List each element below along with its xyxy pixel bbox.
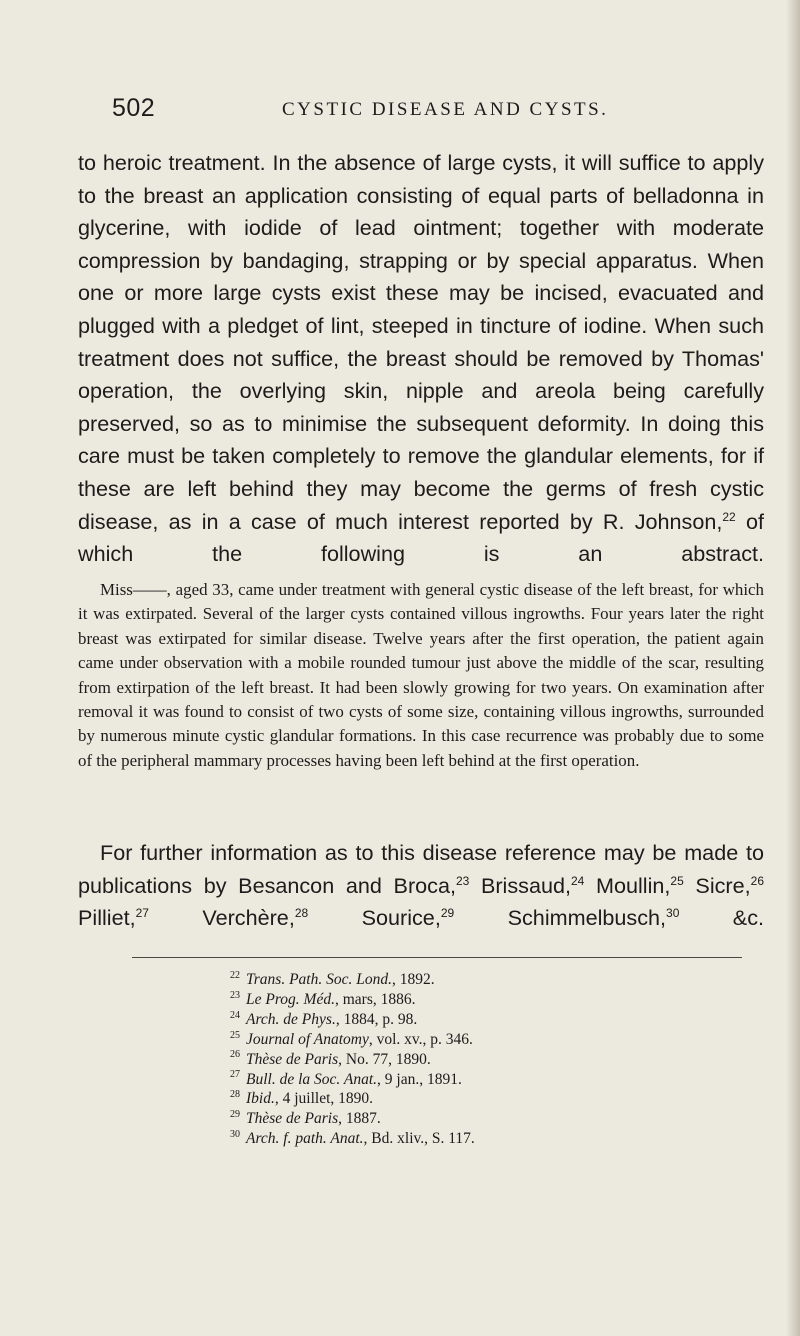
footnote-source: Le Prog. Méd. [246, 990, 335, 1008]
author-name: Sicre, [683, 872, 751, 898]
footnote-source: Arch. de Phys. [246, 1010, 336, 1028]
footnote-ref: 25 [670, 873, 684, 888]
footnote-detail: , 1887. [338, 1110, 381, 1128]
paragraph-text: For further information as to this disease reference may be made to publications by Besancon and Broca, [78, 840, 764, 898]
footnote-detail: , 9 jan., 1891. [377, 1070, 462, 1088]
author-name: Brissaud, [469, 872, 571, 898]
footnote-source: Thèse de Paris [246, 1110, 339, 1128]
page-number: 502 [112, 94, 156, 122]
footnote-source: Ibid. [246, 1090, 275, 1108]
footnote-source: Trans. Path. Soc. Lond. [246, 971, 392, 988]
footnote-source: Arch. f. path. Anat. [246, 1130, 364, 1148]
author-name: Schimmelbusch, [454, 905, 667, 931]
footnote-number: 23 [230, 989, 240, 1001]
footnote-ref: 22 [722, 509, 736, 524]
footnote-source: Journal of Anatomy [246, 1030, 369, 1048]
footnote-item [230, 1109, 750, 1129]
footnote-item [230, 1030, 750, 1050]
footnote-detail: , mars, 1886. [334, 990, 416, 1008]
footnotes [230, 970, 750, 1149]
footnote-ref: 24 [570, 873, 585, 888]
footnote-number: 27 [230, 1069, 240, 1081]
footnote-detail: , 4 juillet, 1890. [274, 1090, 374, 1108]
footnote-detail: , 1892. [391, 971, 435, 988]
footnote-ref: 30 [666, 906, 680, 920]
footnote-number: 29 [230, 1109, 240, 1121]
footnote-detail: , vol. xv., p. 346. [368, 1030, 473, 1048]
footnote-item [230, 990, 750, 1010]
footnote-source: Thèse de Paris [246, 1050, 339, 1068]
author-name: Sourice, [308, 905, 441, 931]
body-paragraph-2 [78, 837, 764, 967]
running-head: CYSTIC DISEASE AND CYSTS. [282, 99, 609, 120]
footnote-item [230, 1070, 750, 1090]
footnote-item [230, 1010, 750, 1030]
footnote-ref: 23 [455, 873, 470, 888]
paragraph-text-tail: of which the following is an abstract. [78, 508, 764, 567]
footnote-number: 24 [230, 1009, 240, 1021]
footnote-ref: 29 [440, 906, 455, 920]
footnote-ref: 28 [294, 906, 309, 920]
author-name: Pilliet, [78, 905, 136, 931]
footnote-item [230, 1089, 750, 1109]
footnote-number: 30 [230, 1129, 240, 1141]
paragraph-text-tail: &c. [679, 905, 764, 931]
footnote-item [230, 970, 750, 990]
footnote-divider [132, 957, 742, 958]
body-paragraph-1 [78, 147, 764, 603]
footnote-detail: , No. 77, 1890. [338, 1050, 431, 1068]
footnote-number: 25 [230, 1029, 240, 1041]
footnote-ref: 27 [135, 906, 149, 920]
paragraph-text: to heroic treatment. In the absence of large cysts, it will suffice to apply to the breast an application consisting of equal parts of belladonna in glycerine, with iodide of lead ointment; together with moderate compression by bandaging, strapping or by special apparatus. When one or more large cysts exist these may be incised, evacuated and plugged with a pledget of lint, steeped in tincture of iodine. When such treatment does not suffice, the breast should be removed by Thomas' operation, the overlying skin, nipple and areola being carefully preserved, so as to minimise the subsequent deformity. In doing this care must be taken completely to remove the glandular elements, for if these are left behind they may become the germs of fresh cystic disease, as in a case of much interest reported by R. Johnson, [78, 150, 764, 534]
page-edge-shadow [786, 0, 800, 1336]
author-name: Moullin, [584, 872, 671, 898]
footnote-item [230, 1050, 750, 1070]
footnote-detail: , Bd. xliv., S. 117. [363, 1130, 475, 1148]
footnote-source: Bull. de la Soc. Anat. [246, 1070, 378, 1088]
footnote-item [230, 1129, 750, 1149]
footnote-number: 28 [230, 1089, 240, 1101]
footnote-ref: 26 [750, 873, 764, 888]
page-header [112, 94, 740, 128]
case-abstract: Miss——, aged 33, came under treatment with general cystic disease of the left breast, for which it was extirpated. Several of the larger cysts contained villous ingrowths. Four years later the right breast was extirpated for similar disease. Twelve years after the first operation, the patient again came under observation with a mobile rounded tumour just above the middle of the scar, resulting from extirpation of the left breast. It had been slowly growing for two years. On examination after removal it was found to consist of two cysts of some size, containing villous ingrowths, surrounded by numerous minute cystic glandular formations. In this case recurrence was probably due to some of the peripheral mammary processes having been left behind at the first operation. [78, 580, 764, 770]
footnote-detail: , 1884, p. 98. [335, 1010, 418, 1028]
footnote-number: 26 [230, 1049, 240, 1061]
author-name: Verchère, [148, 905, 295, 931]
footnote-number: 22 [230, 969, 240, 981]
